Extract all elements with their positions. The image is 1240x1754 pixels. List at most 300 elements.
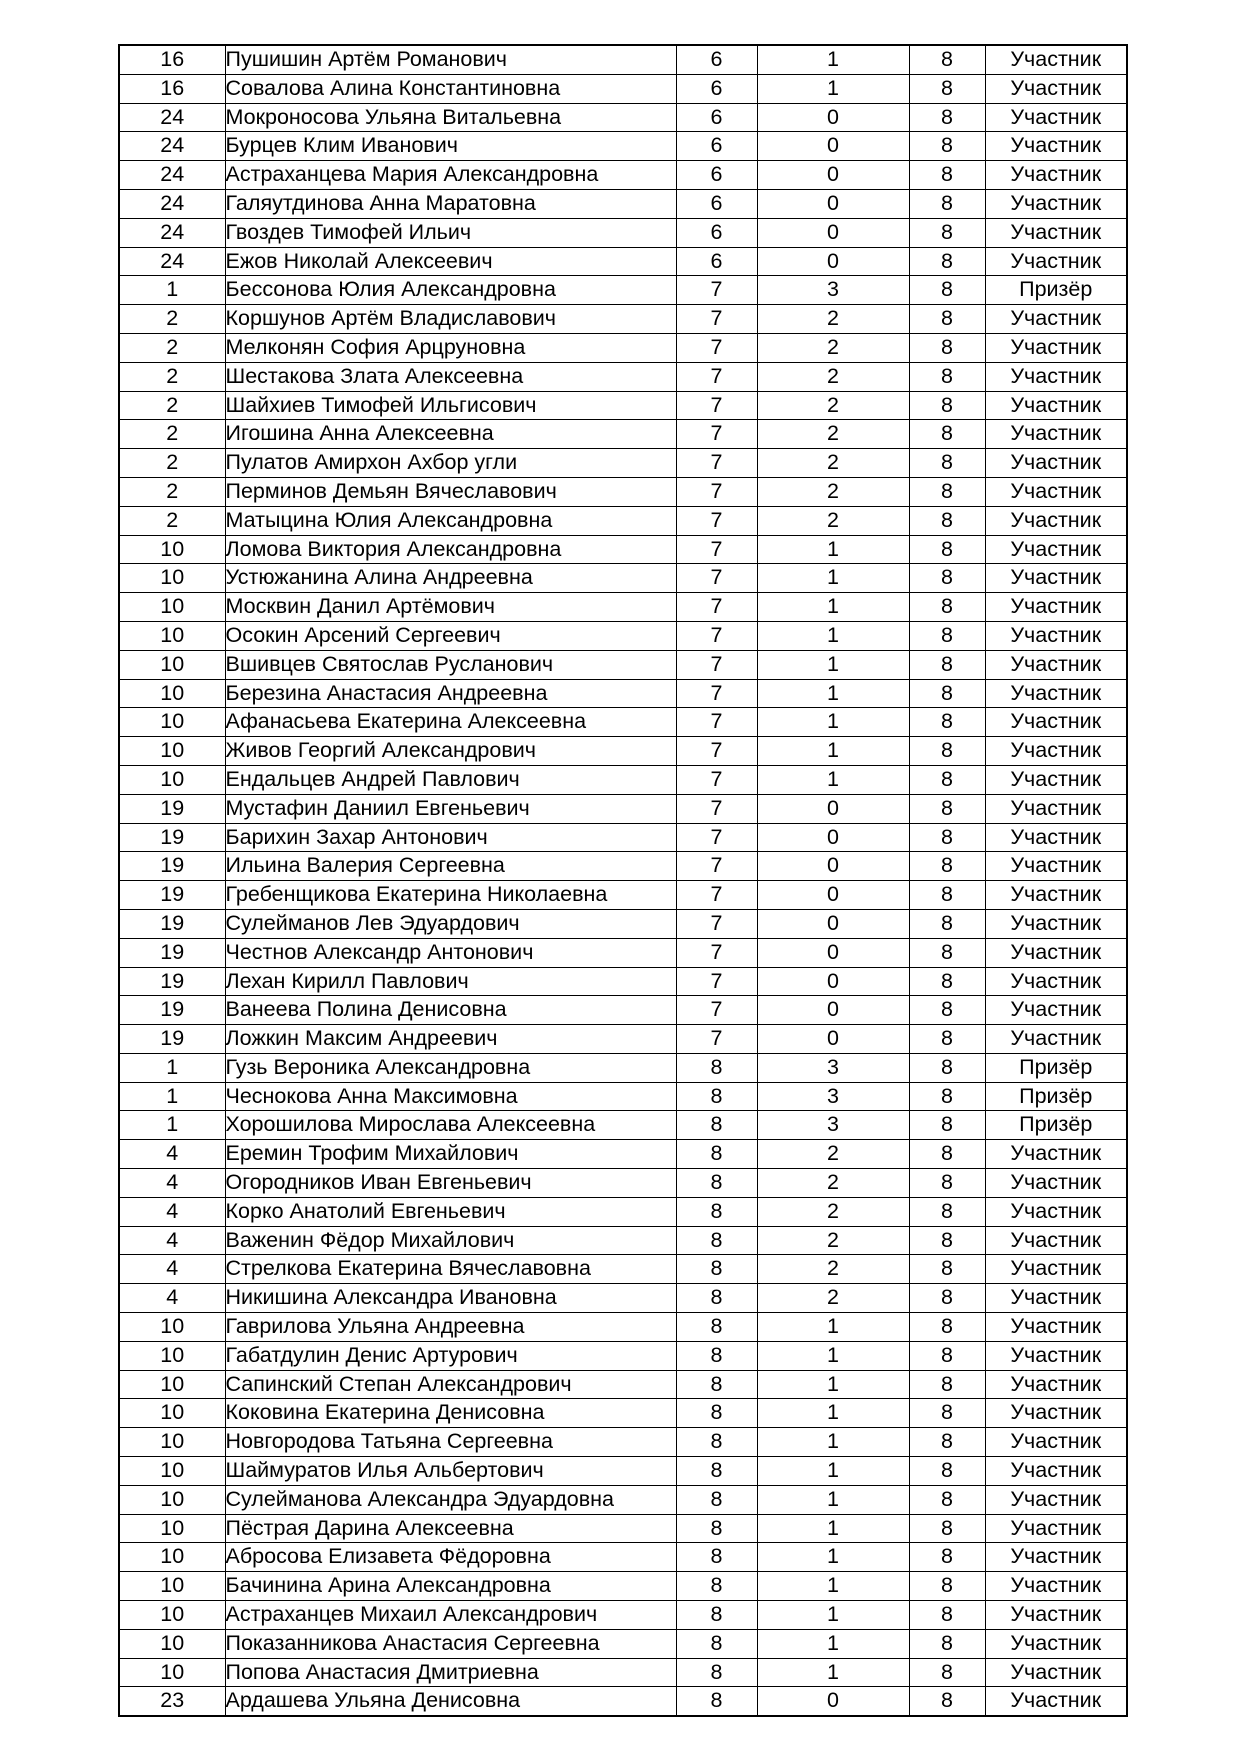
- place-cell: 10: [119, 1485, 225, 1514]
- score-cell: 1: [757, 535, 909, 564]
- max-score-cell: 8: [909, 708, 985, 737]
- place-cell: 24: [119, 247, 225, 276]
- score-cell: 0: [757, 247, 909, 276]
- status-cell: Участник: [985, 909, 1127, 938]
- table-row: [119, 305, 1127, 334]
- score-cell: 0: [757, 909, 909, 938]
- score-cell: 1: [757, 679, 909, 708]
- max-score-cell: 8: [909, 621, 985, 650]
- place-cell: 10: [119, 621, 225, 650]
- name-cell: Стрелкова Екатерина Вячеславовна: [225, 1255, 676, 1284]
- grade-cell: 6: [676, 247, 757, 276]
- place-cell: 10: [119, 1658, 225, 1687]
- place-cell: 4: [119, 1226, 225, 1255]
- score-cell: 2: [757, 305, 909, 334]
- name-cell: Шаймуратов Илья Альбертович: [225, 1457, 676, 1486]
- score-cell: 1: [757, 1313, 909, 1342]
- max-score-cell: 8: [909, 650, 985, 679]
- name-cell: Гаврилова Ульяна Андреевна: [225, 1313, 676, 1342]
- place-cell: 24: [119, 218, 225, 247]
- table-row: [119, 564, 1127, 593]
- grade-cell: 6: [676, 74, 757, 103]
- max-score-cell: 8: [909, 1341, 985, 1370]
- score-cell: 1: [757, 650, 909, 679]
- table-row: [119, 737, 1127, 766]
- name-cell: Абросова Елизавета Фёдоровна: [225, 1543, 676, 1572]
- place-cell: 2: [119, 477, 225, 506]
- grade-cell: 8: [676, 1255, 757, 1284]
- score-cell: 1: [757, 765, 909, 794]
- max-score-cell: 8: [909, 765, 985, 794]
- table-row: [119, 909, 1127, 938]
- max-score-cell: 8: [909, 1658, 985, 1687]
- status-cell: Участник: [985, 103, 1127, 132]
- max-score-cell: 8: [909, 132, 985, 161]
- name-cell: Осокин Арсений Сергеевич: [225, 621, 676, 650]
- status-cell: Участник: [985, 852, 1127, 881]
- status-cell: Участник: [985, 593, 1127, 622]
- grade-cell: 7: [676, 765, 757, 794]
- table-row: [119, 1457, 1127, 1486]
- name-cell: Ломова Виктория Александровна: [225, 535, 676, 564]
- name-cell: Ежов Николай Алексеевич: [225, 247, 676, 276]
- max-score-cell: 8: [909, 679, 985, 708]
- table-row: [119, 1140, 1127, 1169]
- table-row: [119, 1284, 1127, 1313]
- score-cell: 0: [757, 967, 909, 996]
- score-cell: 2: [757, 477, 909, 506]
- max-score-cell: 8: [909, 391, 985, 420]
- max-score-cell: 8: [909, 161, 985, 190]
- name-cell: Еремин Трофим Михайлович: [225, 1140, 676, 1169]
- table-row: [119, 189, 1127, 218]
- status-cell: Участник: [985, 967, 1127, 996]
- status-cell: Участник: [985, 881, 1127, 910]
- grade-cell: 7: [676, 420, 757, 449]
- score-cell: 1: [757, 1658, 909, 1687]
- max-score-cell: 8: [909, 823, 985, 852]
- score-cell: 1: [757, 1457, 909, 1486]
- table-row: [119, 1601, 1127, 1630]
- status-cell: Призёр: [985, 1053, 1127, 1082]
- table-row: [119, 1629, 1127, 1658]
- status-cell: Участник: [985, 391, 1127, 420]
- name-cell: Огородников Иван Евгеньевич: [225, 1169, 676, 1198]
- max-score-cell: 8: [909, 362, 985, 391]
- status-cell: Участник: [985, 1514, 1127, 1543]
- table-row: [119, 593, 1127, 622]
- score-cell: 0: [757, 823, 909, 852]
- score-cell: 1: [757, 1428, 909, 1457]
- score-cell: 3: [757, 1053, 909, 1082]
- table-row: [119, 1658, 1127, 1687]
- grade-cell: 8: [676, 1687, 757, 1716]
- grade-cell: 7: [676, 1025, 757, 1054]
- place-cell: 19: [119, 1025, 225, 1054]
- status-cell: Участник: [985, 1140, 1127, 1169]
- status-cell: Участник: [985, 189, 1127, 218]
- name-cell: Пулатов Амирхон Ахбор угли: [225, 449, 676, 478]
- name-cell: Корко Анатолий Евгеньевич: [225, 1197, 676, 1226]
- status-cell: Призёр: [985, 1082, 1127, 1111]
- score-cell: 2: [757, 1226, 909, 1255]
- name-cell: Астраханцев Михаил Александрович: [225, 1601, 676, 1630]
- name-cell: Совалова Алина Константиновна: [225, 74, 676, 103]
- table-row: [119, 1313, 1127, 1342]
- name-cell: Березина Анастасия Андреевна: [225, 679, 676, 708]
- status-cell: Участник: [985, 1370, 1127, 1399]
- place-cell: 4: [119, 1284, 225, 1313]
- grade-cell: 8: [676, 1428, 757, 1457]
- status-cell: Участник: [985, 765, 1127, 794]
- score-cell: 0: [757, 996, 909, 1025]
- place-cell: 2: [119, 391, 225, 420]
- max-score-cell: 8: [909, 305, 985, 334]
- table-row: [119, 1485, 1127, 1514]
- name-cell: Игошина Анна Алексеевна: [225, 420, 676, 449]
- grade-cell: 8: [676, 1169, 757, 1198]
- table-row: [119, 1053, 1127, 1082]
- max-score-cell: 8: [909, 333, 985, 362]
- grade-cell: 6: [676, 45, 757, 74]
- grade-cell: 8: [676, 1284, 757, 1313]
- place-cell: 10: [119, 593, 225, 622]
- name-cell: Пушишин Артём Романович: [225, 45, 676, 74]
- grade-cell: 6: [676, 132, 757, 161]
- table-row: [119, 1399, 1127, 1428]
- name-cell: Бурцев Клим Иванович: [225, 132, 676, 161]
- place-cell: 19: [119, 938, 225, 967]
- score-cell: 0: [757, 794, 909, 823]
- score-cell: 1: [757, 74, 909, 103]
- table-row: [119, 1082, 1127, 1111]
- grade-cell: 8: [676, 1341, 757, 1370]
- status-cell: Призёр: [985, 1111, 1127, 1140]
- status-cell: Участник: [985, 621, 1127, 650]
- name-cell: Показанникова Анастасия Сергеевна: [225, 1629, 676, 1658]
- name-cell: Шестакова Злата Алексеевна: [225, 362, 676, 391]
- name-cell: Коршунов Артём Владиславович: [225, 305, 676, 334]
- grade-cell: 8: [676, 1629, 757, 1658]
- table-row: [119, 333, 1127, 362]
- max-score-cell: 8: [909, 45, 985, 74]
- place-cell: 10: [119, 1313, 225, 1342]
- table-row: [119, 1543, 1127, 1572]
- table-row: [119, 247, 1127, 276]
- status-cell: Участник: [985, 477, 1127, 506]
- place-cell: 2: [119, 333, 225, 362]
- grade-cell: 7: [676, 938, 757, 967]
- name-cell: Пёстрая Дарина Алексеевна: [225, 1514, 676, 1543]
- grade-cell: 8: [676, 1370, 757, 1399]
- table-row: [119, 794, 1127, 823]
- max-score-cell: 8: [909, 1601, 985, 1630]
- name-cell: Вшивцев Святослав Русланович: [225, 650, 676, 679]
- grade-cell: 7: [676, 909, 757, 938]
- place-cell: 10: [119, 1572, 225, 1601]
- place-cell: 10: [119, 650, 225, 679]
- name-cell: Честнов Александр Антонович: [225, 938, 676, 967]
- status-cell: Призёр: [985, 276, 1127, 305]
- name-cell: Барихин Захар Антонович: [225, 823, 676, 852]
- place-cell: 4: [119, 1140, 225, 1169]
- status-cell: Участник: [985, 1341, 1127, 1370]
- status-cell: Участник: [985, 305, 1127, 334]
- max-score-cell: 8: [909, 218, 985, 247]
- status-cell: Участник: [985, 420, 1127, 449]
- grade-cell: 7: [676, 679, 757, 708]
- place-cell: 10: [119, 1399, 225, 1428]
- name-cell: Коковина Екатерина Денисовна: [225, 1399, 676, 1428]
- name-cell: Новгородова Татьяна Сергеевна: [225, 1428, 676, 1457]
- status-cell: Участник: [985, 218, 1127, 247]
- max-score-cell: 8: [909, 276, 985, 305]
- table-row: [119, 967, 1127, 996]
- table-row: [119, 74, 1127, 103]
- place-cell: 19: [119, 794, 225, 823]
- place-cell: 4: [119, 1169, 225, 1198]
- score-cell: 2: [757, 391, 909, 420]
- score-cell: 1: [757, 1399, 909, 1428]
- place-cell: 2: [119, 362, 225, 391]
- max-score-cell: 8: [909, 506, 985, 535]
- name-cell: Важенин Фёдор Михайлович: [225, 1226, 676, 1255]
- grade-cell: 7: [676, 967, 757, 996]
- results-table: [118, 44, 1128, 1717]
- status-cell: Участник: [985, 1428, 1127, 1457]
- table-row: [119, 1687, 1127, 1716]
- max-score-cell: 8: [909, 593, 985, 622]
- max-score-cell: 8: [909, 189, 985, 218]
- score-cell: 2: [757, 420, 909, 449]
- score-cell: 2: [757, 1197, 909, 1226]
- place-cell: 23: [119, 1687, 225, 1716]
- place-cell: 10: [119, 737, 225, 766]
- place-cell: 10: [119, 765, 225, 794]
- status-cell: Участник: [985, 535, 1127, 564]
- name-cell: Живов Георгий Александрович: [225, 737, 676, 766]
- status-cell: Участник: [985, 1025, 1127, 1054]
- grade-cell: 7: [676, 535, 757, 564]
- table-row: [119, 103, 1127, 132]
- status-cell: Участник: [985, 247, 1127, 276]
- place-cell: 10: [119, 535, 225, 564]
- name-cell: Мустафин Даниил Евгеньевич: [225, 794, 676, 823]
- max-score-cell: 8: [909, 852, 985, 881]
- max-score-cell: 8: [909, 1313, 985, 1342]
- status-cell: Участник: [985, 650, 1127, 679]
- grade-cell: 6: [676, 103, 757, 132]
- grade-cell: 7: [676, 650, 757, 679]
- table-row: [119, 823, 1127, 852]
- max-score-cell: 8: [909, 1082, 985, 1111]
- score-cell: 0: [757, 189, 909, 218]
- grade-cell: 7: [676, 333, 757, 362]
- name-cell: Шайхиев Тимофей Ильгисович: [225, 391, 676, 420]
- score-cell: 1: [757, 708, 909, 737]
- place-cell: 24: [119, 161, 225, 190]
- table-row: [119, 477, 1127, 506]
- status-cell: Участник: [985, 1226, 1127, 1255]
- score-cell: 1: [757, 564, 909, 593]
- grade-cell: 7: [676, 881, 757, 910]
- place-cell: 10: [119, 1514, 225, 1543]
- status-cell: Участник: [985, 1485, 1127, 1514]
- status-cell: Участник: [985, 938, 1127, 967]
- name-cell: Мелконян София Арцруновна: [225, 333, 676, 362]
- place-cell: 19: [119, 823, 225, 852]
- max-score-cell: 8: [909, 74, 985, 103]
- score-cell: 1: [757, 45, 909, 74]
- score-cell: 1: [757, 1341, 909, 1370]
- name-cell: Хорошилова Мирослава Алексеевна: [225, 1111, 676, 1140]
- grade-cell: 8: [676, 1601, 757, 1630]
- place-cell: 2: [119, 420, 225, 449]
- grade-cell: 7: [676, 708, 757, 737]
- status-cell: Участник: [985, 794, 1127, 823]
- place-cell: 10: [119, 708, 225, 737]
- name-cell: Лехан Кирилл Павлович: [225, 967, 676, 996]
- status-cell: Участник: [985, 1457, 1127, 1486]
- grade-cell: 8: [676, 1658, 757, 1687]
- max-score-cell: 8: [909, 103, 985, 132]
- grade-cell: 8: [676, 1082, 757, 1111]
- score-cell: 1: [757, 1485, 909, 1514]
- status-cell: Участник: [985, 45, 1127, 74]
- table-row: [119, 1169, 1127, 1198]
- table-row: [119, 391, 1127, 420]
- table-row: [119, 650, 1127, 679]
- grade-cell: 7: [676, 794, 757, 823]
- score-cell: 3: [757, 1082, 909, 1111]
- place-cell: 19: [119, 881, 225, 910]
- name-cell: Устюжанина Алина Андреевна: [225, 564, 676, 593]
- score-cell: 2: [757, 362, 909, 391]
- name-cell: Сапинский Степан Александрович: [225, 1370, 676, 1399]
- max-score-cell: 8: [909, 1629, 985, 1658]
- place-cell: 19: [119, 909, 225, 938]
- table-row: [119, 679, 1127, 708]
- status-cell: Участник: [985, 1313, 1127, 1342]
- grade-cell: 7: [676, 449, 757, 478]
- place-cell: 10: [119, 1428, 225, 1457]
- score-cell: 0: [757, 132, 909, 161]
- max-score-cell: 8: [909, 449, 985, 478]
- score-cell: 2: [757, 1284, 909, 1313]
- status-cell: Участник: [985, 161, 1127, 190]
- name-cell: Никишина Александра Ивановна: [225, 1284, 676, 1313]
- table-row: [119, 1111, 1127, 1140]
- status-cell: Участник: [985, 679, 1127, 708]
- status-cell: Участник: [985, 1284, 1127, 1313]
- status-cell: Участник: [985, 1687, 1127, 1716]
- status-cell: Участник: [985, 449, 1127, 478]
- name-cell: Бачинина Арина Александровна: [225, 1572, 676, 1601]
- score-cell: 0: [757, 938, 909, 967]
- place-cell: 10: [119, 679, 225, 708]
- score-cell: 1: [757, 1543, 909, 1572]
- table-row: [119, 506, 1127, 535]
- name-cell: Бессонова Юлия Александровна: [225, 276, 676, 305]
- status-cell: Участник: [985, 1543, 1127, 1572]
- max-score-cell: 8: [909, 1370, 985, 1399]
- table-row: [119, 852, 1127, 881]
- max-score-cell: 8: [909, 1284, 985, 1313]
- score-cell: 1: [757, 737, 909, 766]
- grade-cell: 8: [676, 1053, 757, 1082]
- grade-cell: 7: [676, 996, 757, 1025]
- score-cell: 1: [757, 1514, 909, 1543]
- status-cell: Участник: [985, 333, 1127, 362]
- max-score-cell: 8: [909, 1399, 985, 1428]
- name-cell: Гвоздев Тимофей Ильич: [225, 218, 676, 247]
- max-score-cell: 8: [909, 535, 985, 564]
- table-row: [119, 1514, 1127, 1543]
- max-score-cell: 8: [909, 1428, 985, 1457]
- name-cell: Мокроносова Ульяна Витальевна: [225, 103, 676, 132]
- table-row: [119, 1197, 1127, 1226]
- max-score-cell: 8: [909, 1197, 985, 1226]
- place-cell: 10: [119, 1370, 225, 1399]
- grade-cell: 6: [676, 218, 757, 247]
- name-cell: Чеснокова Анна Максимовна: [225, 1082, 676, 1111]
- table-row: [119, 45, 1127, 74]
- place-cell: 24: [119, 132, 225, 161]
- table-row: [119, 132, 1127, 161]
- status-cell: Участник: [985, 737, 1127, 766]
- table-row: [119, 535, 1127, 564]
- max-score-cell: 8: [909, 1111, 985, 1140]
- status-cell: Участник: [985, 1169, 1127, 1198]
- max-score-cell: 8: [909, 564, 985, 593]
- score-cell: 2: [757, 449, 909, 478]
- table-row: [119, 420, 1127, 449]
- score-cell: 0: [757, 1025, 909, 1054]
- table-row: [119, 1025, 1127, 1054]
- score-cell: 2: [757, 333, 909, 362]
- score-cell: 1: [757, 593, 909, 622]
- grade-cell: 6: [676, 161, 757, 190]
- place-cell: 4: [119, 1197, 225, 1226]
- max-score-cell: 8: [909, 794, 985, 823]
- max-score-cell: 8: [909, 1169, 985, 1198]
- grade-cell: 8: [676, 1572, 757, 1601]
- name-cell: Сулейманова Александра Эдуардовна: [225, 1485, 676, 1514]
- table-row: [119, 1255, 1127, 1284]
- name-cell: Сулейманов Лев Эдуардович: [225, 909, 676, 938]
- max-score-cell: 8: [909, 967, 985, 996]
- table-row: [119, 708, 1127, 737]
- table-row: [119, 938, 1127, 967]
- max-score-cell: 8: [909, 1543, 985, 1572]
- grade-cell: 7: [676, 823, 757, 852]
- grade-cell: 8: [676, 1485, 757, 1514]
- name-cell: Ильина Валерия Сергеевна: [225, 852, 676, 881]
- max-score-cell: 8: [909, 1485, 985, 1514]
- grade-cell: 8: [676, 1313, 757, 1342]
- score-cell: 0: [757, 852, 909, 881]
- grade-cell: 7: [676, 593, 757, 622]
- place-cell: 19: [119, 996, 225, 1025]
- status-cell: Участник: [985, 1255, 1127, 1284]
- table-row: [119, 449, 1127, 478]
- table-row: [119, 218, 1127, 247]
- status-cell: Участник: [985, 1399, 1127, 1428]
- name-cell: Гузь Вероника Александровна: [225, 1053, 676, 1082]
- name-cell: Ванеева Полина Денисовна: [225, 996, 676, 1025]
- status-cell: Участник: [985, 996, 1127, 1025]
- place-cell: 1: [119, 276, 225, 305]
